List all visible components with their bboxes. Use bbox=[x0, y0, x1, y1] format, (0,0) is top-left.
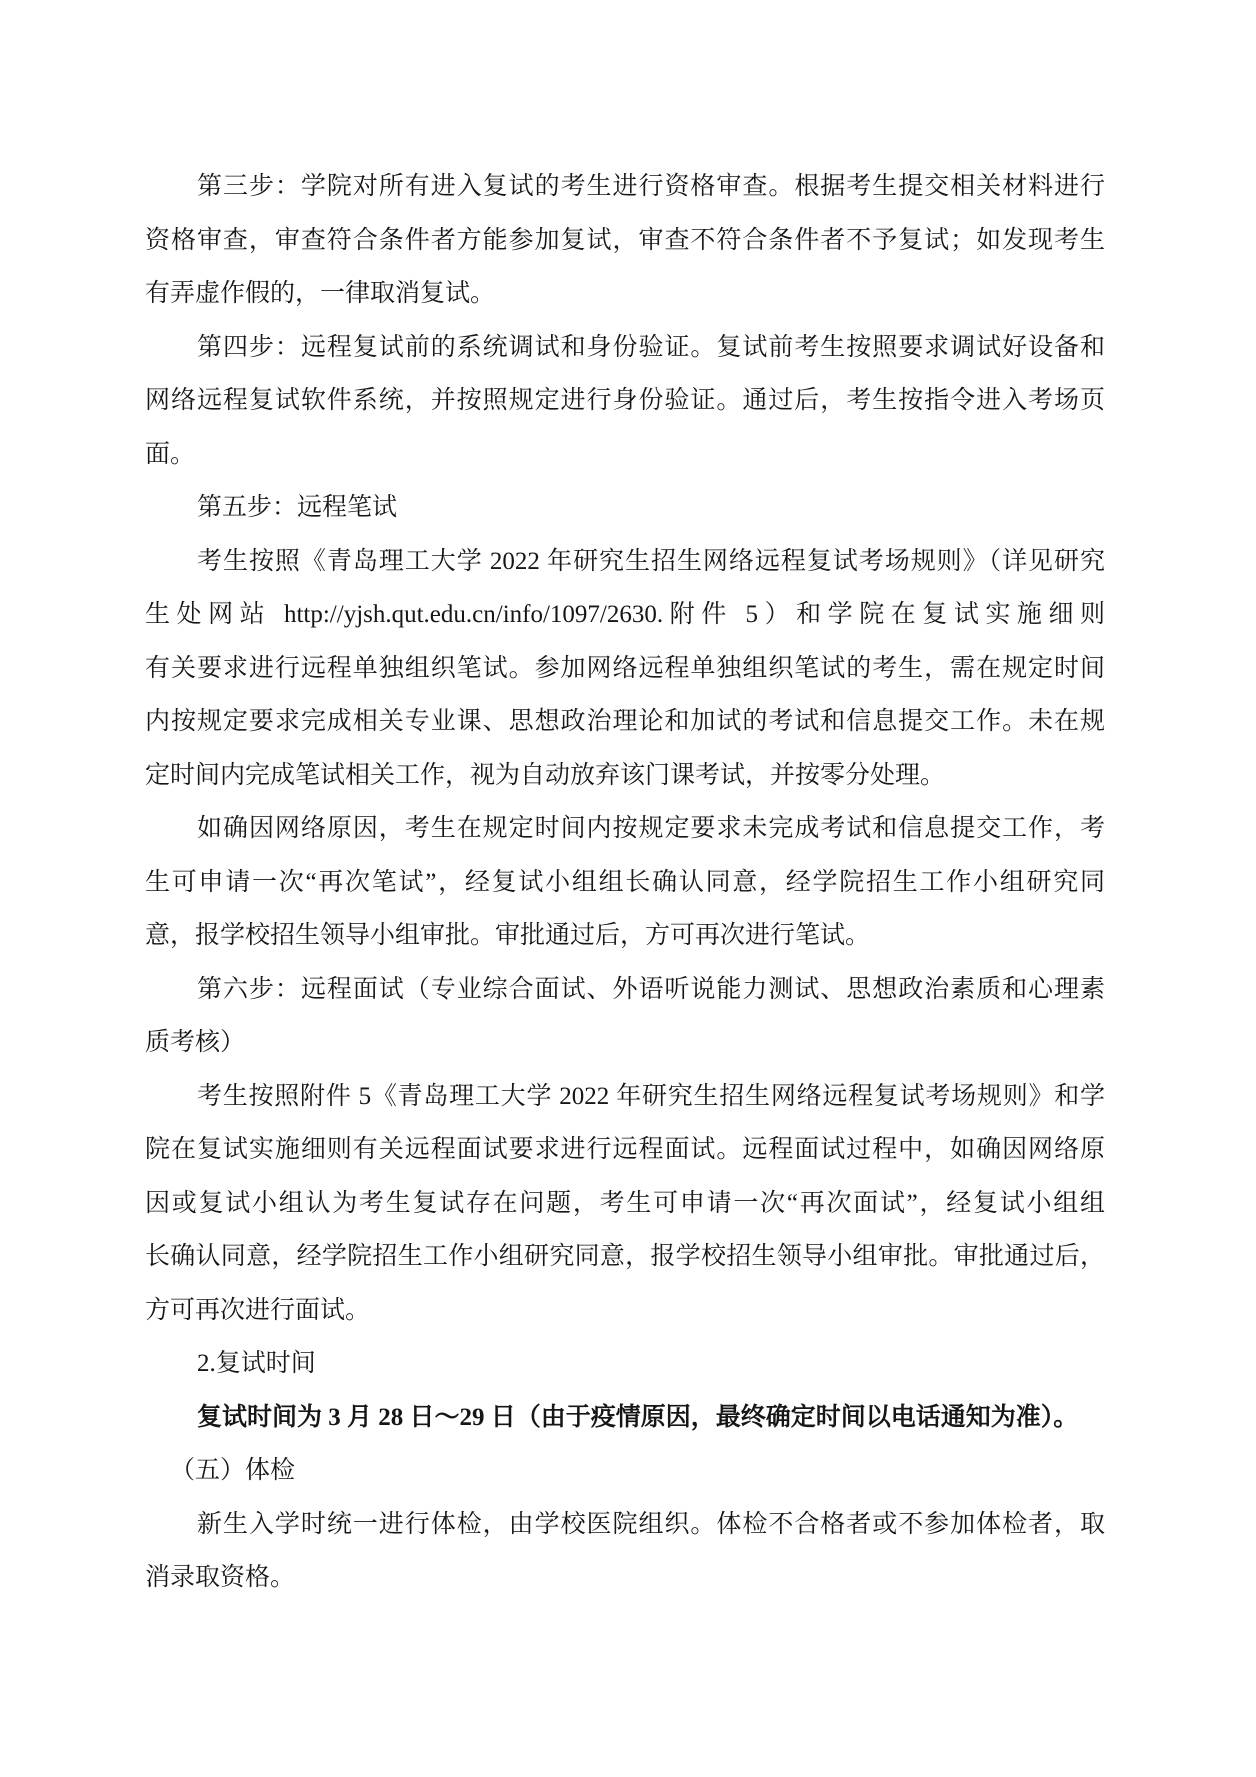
doc-line: 考生按照《青岛理工大学 2022 年研究生招生网络远程复试考场规则》（详见研究 bbox=[197, 547, 1105, 575]
section-5-heading-line: （五）体检 bbox=[170, 1457, 296, 1484]
doc-line: 网络远程复试软件系统，并按照规定进行身份验证。通过后，考生按指令进入考场页 bbox=[145, 387, 1105, 414]
doc-line: 第四步：远程复试前的系统调试和身份验证。复试前考生按照要求调试好设备和 bbox=[197, 333, 1105, 361]
doc-line: 生可申请一次“再次笔试”，经复试小组组长确认同意，经学院招生工作小组研究同 bbox=[145, 868, 1105, 896]
doc-line: 第三步：学院对所有进入复试的考生进行资格审查。根据考生提交相关材料进行 bbox=[197, 173, 1105, 200]
doc-line: 有关要求进行远程单独组织笔试。参加网络远程单独组织笔试的考生，需在规定时间 bbox=[145, 654, 1105, 682]
doc-line: 内按规定要求完成相关专业课、思想政治理论和加试的考试和信息提交工作。未在规 bbox=[145, 708, 1105, 735]
doc-line: 因或复试小组认为考生复试存在问题，考生可申请一次“再次面试”，经复试小组组 bbox=[145, 1189, 1105, 1217]
doc-line: 新生入学时统一进行体检，由学校医院组织。体检不合格者或不参加体检者，取 bbox=[197, 1510, 1105, 1538]
doc-line: 资格审查，审查符合条件者方能参加复试，审查不符合条件者不予复试；如发现考生 bbox=[145, 226, 1105, 254]
doc-line: 意，报学校招生领导小组审批。审批通过后，方可再次进行笔试。 bbox=[145, 922, 871, 949]
document-body bbox=[145, 160, 1105, 1605]
doc-line: 有弄虚作假的，一律取消复试。 bbox=[145, 280, 496, 307]
doc-line: 方可再次进行面试。 bbox=[145, 1296, 371, 1324]
doc-line: 质考核） bbox=[145, 1029, 246, 1056]
doc-line: 定时间内完成笔试相关工作，视为自动放弃该门课考试，并按零分处理。 bbox=[145, 761, 946, 789]
doc-line: 考生按照附件 5《青岛理工大学 2022 年研究生招生网络远程复试考场规则》和学 bbox=[197, 1082, 1105, 1110]
subsection-2-heading-line: 2.复试时间 bbox=[197, 1350, 316, 1377]
interview-time-bold-line: 复试时间为 3 月 28 日～29 日（由于疫情原因，最终确定时间以电话通知为准）。 bbox=[197, 1403, 1079, 1431]
step5-heading-line: 第五步：远程笔试 bbox=[197, 494, 398, 521]
doc-line: 院在复试实施细则有关远程面试要求进行远程面试。远程面试过程中，如确因网络原 bbox=[145, 1136, 1105, 1163]
step6-heading-line: 第六步：远程面试（专业综合面试、外语听说能力测试、思想政治素质和心理素 bbox=[197, 975, 1105, 1003]
doc-line-with-url: 生处网站 http://yjsh.qut.edu.cn/info/1097/2630.附件 5）和学院在复试实施细则 bbox=[145, 601, 1105, 628]
doc-line: 如确因网络原因，考生在规定时间内按规定要求未完成考试和信息提交工作，考 bbox=[197, 815, 1105, 842]
doc-line: 长确认同意，经学院招生工作小组研究同意，报学校招生领导小组审批。审批通过后， bbox=[145, 1243, 1105, 1270]
doc-line: 面。 bbox=[145, 440, 196, 468]
doc-line: 消录取资格。 bbox=[145, 1564, 296, 1591]
